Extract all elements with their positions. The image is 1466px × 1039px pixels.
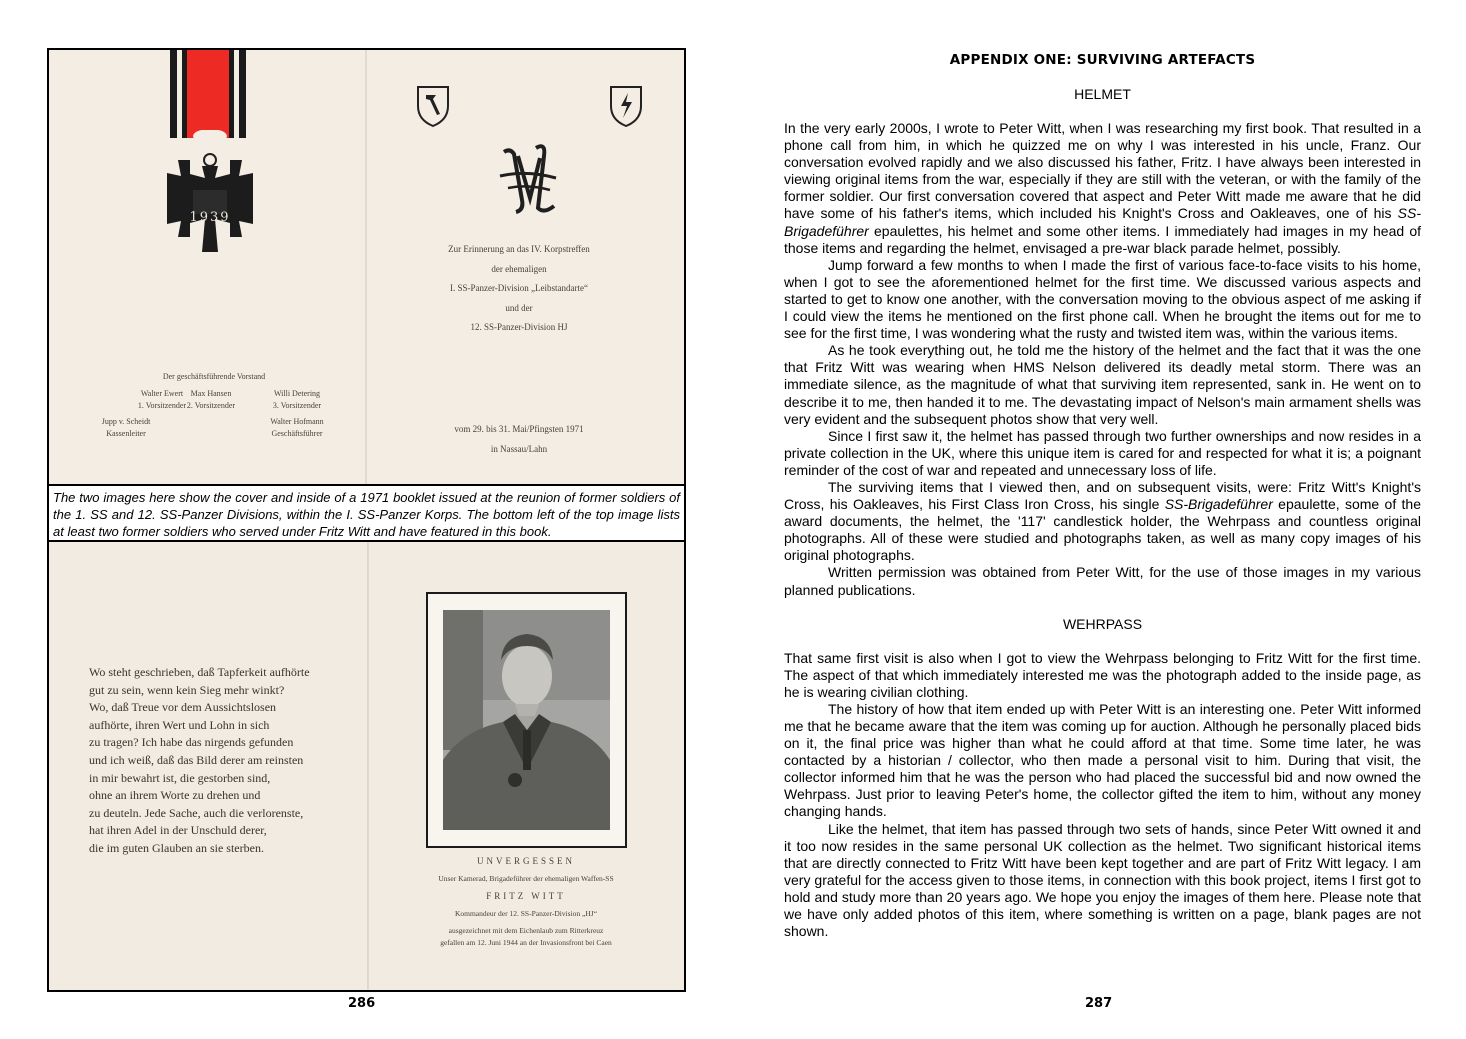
memorial-line: ausgezeichnet mit dem Eichenlaub zum Ritterkreuz: [448, 926, 604, 935]
paragraph: Since I first saw it, the helmet has passed through two further ownerships and now resides in a private collection in the UK, where this unique item is cared for and respected for what it is; a poignant reminder of the cost of war and repeated and unnecessary loss of life.: [784, 427, 1421, 478]
hitlerjugend-shield-icon: [608, 84, 644, 128]
booklet-fold: [367, 542, 369, 990]
iron-cross-icon: [157, 130, 263, 270]
paragraph: The history of how that item ended up with Peter Witt is an interesting one. Peter Witt informed me that he became aware that the item was coming up for auction. Although he personally placed bids on it, the final price was higher than what he could afford at that time. Some time later, he was contacted by a historian / collector, who then made a personal visit to him. During that visit, the collector informed him that he was the person who had placed the successful bid and now owned the Wehrpass. Just prior to leaving Peter's home, the collector gifted the item to him, without any money changing hands.: [784, 700, 1421, 820]
section-heading-helmet: HELMET: [1074, 86, 1131, 102]
memorial-name: FRITZ WITT: [486, 891, 566, 901]
officer-portrait-photo: [443, 610, 610, 830]
paragraph: The surviving items that I viewed then, and on subsequent visits, were: Fritz Witt's Knight's Cross, his Oakleaves, his First Class Iron Cross, his single SS-Brigadeführer epaulette, some of the award documents, the helmet, the '117' candlestick holder, the Wehrpass and countless original photographs. All of these were studied and photographs taken, as well as many copy images of his original photographs.: [784, 478, 1421, 564]
booklet-inside-photo: [49, 542, 684, 990]
paragraph: Written permission was obtained from Peter Witt, for the use of those images in my various planned publications.: [784, 564, 1421, 598]
figure-caption: The two images here show the cover and inside of a 1971 booklet issued at the reunion of former soldiers of the 1. SS and 12. SS-Panzer Divisions, within the I. SS-Panzer Korps. The bottom left of the top image lists at least two former soldiers who served under Fritz Witt and have featured in this book.: [49, 484, 684, 542]
board-member: Jupp v. Scheidt Kassenleiter: [101, 417, 151, 438]
section-heading-wehrpass: WEHRPASS: [1062, 615, 1143, 632]
paragraph: As he took everything out, he told me the history of the helmet and the fact that it was the one that Fritz Witt was wearing when HMS Nelson delivered its deadly metal storm. There was an immediate silence, as the magnitude of what that surviving item represented, sank in. He went on to describe it to me, then handed it to me. The devastating impact of Nelson's main armament shells was very evident and the subsequent photos show that very well.: [784, 342, 1421, 427]
paragraph: In the very early 2000s, I wrote to Peter Witt, when I was researching my first book. That resulted in a phone call from him, in which he quizzed me on why I was interested in his uncle, Franz. Our conversation evolved rapidly and we also discussed his father, Fritz. I have always been interested in viewing original items from the war, especially if they are still with the veteran, or with the family of the former soldier. Our first conversation covered that aspect and Peter Witt made me aware that he did have some of his father's items, which included his Knight's Cross and Oakleaves, one of his SS-Brigadeführer epaulettes, his helmet and some other items. I immediately had images in my head of those items and regarding the helmet, envisaged a pre-war black parade helmet, possibly.: [784, 120, 1421, 256]
board-member: Willi Detering 3. Vorsitzender: [272, 389, 322, 410]
right-page-text: [784, 52, 1421, 940]
memorial-subtitle: Unser Kamerad, Brigadeführer der ehemaligen Waffen-SS: [438, 874, 614, 883]
page-number-left: 286: [348, 996, 376, 1011]
monogram-emblem-icon: [496, 140, 560, 220]
paragraph: Jump forward a few months to when I made the first of various face-to-face visits to his home, when I got to see the aforementioned helmet for the first time. We discussed various aspects and started to get to know one another, with the conversation moving to the obvious aspect of me asking if I could view the items he mentioned on the first phone call. When he brought the items out for me to see for the first time, I was wondering what the rusty and twisted item was, within the various items.: [784, 256, 1421, 342]
paragraph: Like the helmet, that item has passed through two sets of hands, since Peter Witt owned it and it too now resides in the same personal UK collection as the helmet. Two significant historical items that are directly connected to Fritz Witt have been kept together and are part of Fritz Witt legacy. I am very grateful for the access given to those items, in connection with this book project, items I first got to hold and study more than 20 years ago. We hope you enjoy the images of them here. Please note that we have only added photos of this item, where something is written on a page, blank pages are not shown.: [784, 820, 1421, 940]
event-date-text: vom 29. bis 31. Mai/Pfingsten 1971 in Nassau/Lahn: [454, 424, 584, 454]
board-member: Walter Hofmann Geschäftsführer: [270, 417, 324, 438]
board-heading: Der geschäftsführende Vorstand: [162, 372, 266, 381]
memorial-line: gefallen am 12. Juni 1944 an der Invasionsfront bei Caen: [440, 938, 612, 947]
portrait-frame: [426, 592, 627, 848]
board-member: Max Hansen 2. Vorsitzender: [186, 389, 236, 410]
invitation-text: Zur Erinnerung an das IV. Korpstreffen der ehemaligen I. SS-Panzer-Division „Leibstandarte“ und der 12. SS-Panzer-Division HJ: [448, 244, 590, 332]
paragraph: That same first visit is also when I got to view the Wehrpass belonging to Fritz Witt for the first time. The aspect of that which immediately interested me was the photograph added to the inside page, as he is wearing civilian clothing.: [784, 649, 1421, 700]
page-title: APPENDIX ONE: SURVIVING ARTEFACTS: [949, 52, 1256, 68]
leibstandarte-shield-icon: [415, 84, 451, 128]
cross-year: 1939: [189, 210, 231, 225]
memorial-title: UNVERGESSEN: [476, 856, 575, 866]
left-page-figure: [47, 48, 686, 992]
booklet-fold: [365, 50, 367, 484]
memorial-notice: [409, 854, 643, 949]
memorial-poem: Wo steht geschrieben, daß Tapferkeit aufhörte gut zu sein, wenn kein Sieg mehr winkt? Wo, daß Treue vor dem Aussichtslosen aufhörte, ihren Wert und Lohn in sich zu tragen? Ich habe das nirgends gefunden und ich weiß, daß das Bild derer am reinsten in mir bewahrt ist, die gestorben sind, ohne an ihrem Worte zu drehen und zu deuteln. Jede Sache, auch die verlorenste, hat ihren Adel in der Unschuld derer, die im guten Glauben an sie sterben.: [89, 665, 310, 855]
iron-cross-ribbon: [170, 50, 246, 138]
booklet-cover-photo: [49, 50, 684, 484]
board-member: Walter Ewert 1. Vorsitzender: [137, 389, 187, 410]
page-number-right: 287: [1085, 996, 1113, 1011]
memorial-line: Kommandeur der 12. SS-Panzer-Division „HJ“: [454, 909, 598, 918]
